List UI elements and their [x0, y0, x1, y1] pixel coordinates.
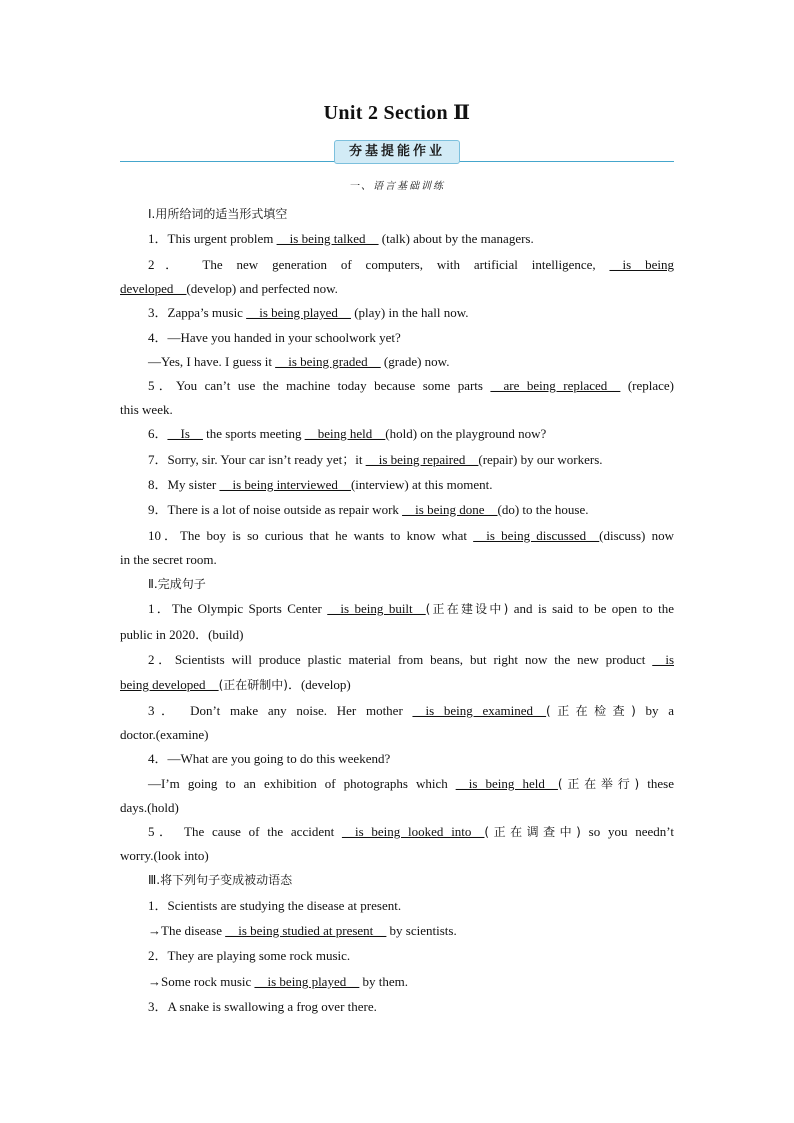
s2-q2-line2: being developed__(正在研制中)．(develop): [120, 677, 351, 692]
s2-q3-line1: 3． Don’t make any noise. Her mother __is being examined__(正在检查) by a: [148, 703, 674, 718]
s2-q4-question: 4．—What are you going to do this weekend?: [148, 751, 391, 766]
s1-q1: [148, 229, 534, 249]
s1-q7: 7．Sorry, sir. Your car isn’t ready yet；it __is being repaired__(repair) by our workers.: [148, 452, 603, 467]
s1-q6-answer-b: __being held__: [304, 426, 386, 441]
s2-q3-answer: __is being examined__: [412, 703, 547, 718]
s1-q2-answer-a: __is being: [609, 257, 674, 272]
s1-q7-answer: __is being repaired__: [365, 452, 479, 467]
s1-q1-answer: __is being talked__: [276, 231, 379, 246]
section1-heading: Ⅰ.用所给词的适当形式填空: [148, 207, 288, 221]
s1-q6: 6．__Is__ the sports meeting __being held__(hold) on the playground now?: [148, 426, 547, 441]
s1-q9-answer: __is being done__: [402, 502, 498, 517]
s1-q4-answer-line: —Yes, I have. I guess it __is being graded__ (grade) now.: [148, 354, 450, 369]
s2-q3-line2: doctor.(examine): [120, 727, 209, 742]
s2-q2-line1: 2．Scientists will produce plastic material from beans, but right now the new product __is: [148, 652, 674, 667]
section3-heading: Ⅲ.将下列句子变成被动语态: [148, 873, 293, 887]
s2-q2-answer-b: being developed__: [120, 677, 219, 692]
page-title: Unit 2 Section Ⅱ: [323, 102, 471, 124]
s2-q1-answer: __is being built__: [327, 601, 426, 616]
s1-q2-tail: (develop) and perfected now.: [186, 281, 338, 296]
s3-q3-sentence: 3．A snake is swallowing a frog over there.: [148, 999, 377, 1014]
s2-q5-line2: worry.(look into): [120, 848, 209, 863]
s1-q10-answer: __is being discussed__: [473, 528, 600, 543]
homework-banner: 夯基提能作业: [334, 140, 460, 164]
s1-q9: 9．There is a lot of noise outside as repair work __is being done__(do) to the house.: [148, 502, 589, 517]
subheading: 一、语言基础训练: [349, 181, 445, 192]
s2-q4-line3: days.(hold): [120, 800, 179, 815]
s2-q4-line2: —I’m going to an exhibition of photographs which __is being held__(正在举行) these: [148, 776, 674, 791]
s1-q4-answer: __is being graded__: [275, 354, 381, 369]
s3-q1-sentence: 1．Scientists are studying the disease at present.: [148, 898, 402, 913]
s1-q2-line1: [148, 255, 674, 275]
s3-q1-answer-line: →The disease __is being studied at present__ by scientists.: [148, 923, 457, 938]
s1-q4-question: 4．—Have you handed in your schoolwork yet?: [148, 330, 401, 345]
s3-q2-answer-line: →Some rock music __is being played__ by them.: [148, 974, 408, 989]
s1-q10-line1: 10．The boy is so curious that he wants to know what __is being discussed__(discuss) now: [148, 528, 674, 543]
s2-q4-answer: __is being held__: [455, 776, 558, 791]
s1-q5-line2: this week.: [120, 402, 173, 417]
s2-q5-line1: 5． The cause of the accident __is being looked into__(正在调查中) so you needn’t: [148, 824, 674, 839]
s1-q5-answer: __are being replaced__: [490, 378, 621, 393]
s1-q8-answer: __is being interviewed__: [219, 477, 351, 492]
s1-q10-line2: in the secret room.: [120, 552, 217, 567]
s2-q1-line1: 1．The Olympic Sports Center __is being built__(正在建设中) and is said to be open to the: [148, 601, 674, 616]
s1-q8: 8．My sister __is being interviewed__(interview) at this moment.: [148, 477, 493, 492]
s1-q3: 3．Zappa’s music __is being played__ (play) in the hall now.: [148, 305, 469, 320]
s2-q1-line2: public in 2020．(build): [120, 627, 244, 642]
s1-q6-answer-a: __Is__: [167, 426, 203, 441]
section2-heading: Ⅱ.完成句子: [148, 577, 206, 591]
s1-q3-answer: __is being played__: [246, 305, 351, 320]
s2-q5-answer: __is being looked into__: [341, 824, 485, 839]
s3-q1-answer: __is being studied at present__: [225, 923, 387, 938]
s1-q2-answer-b: developed__: [120, 281, 187, 296]
s1-q1-tail: (talk) about by the managers.: [378, 231, 534, 246]
s1-q1-text: 1．This urgent problem: [148, 231, 277, 246]
s1-q2-text: 2． The new generation of computers, with artificial intelligence,: [148, 257, 610, 272]
s1-q2-line2: [120, 279, 338, 299]
s3-q2-sentence: 2．They are playing some rock music.: [148, 948, 351, 963]
s3-q2-answer: __is being played__: [254, 974, 360, 989]
s1-q5-line1: 5．You can’t use the machine today because some parts __are being replaced__ (replace): [148, 378, 674, 393]
s2-q2-answer-a: __is: [652, 652, 674, 667]
